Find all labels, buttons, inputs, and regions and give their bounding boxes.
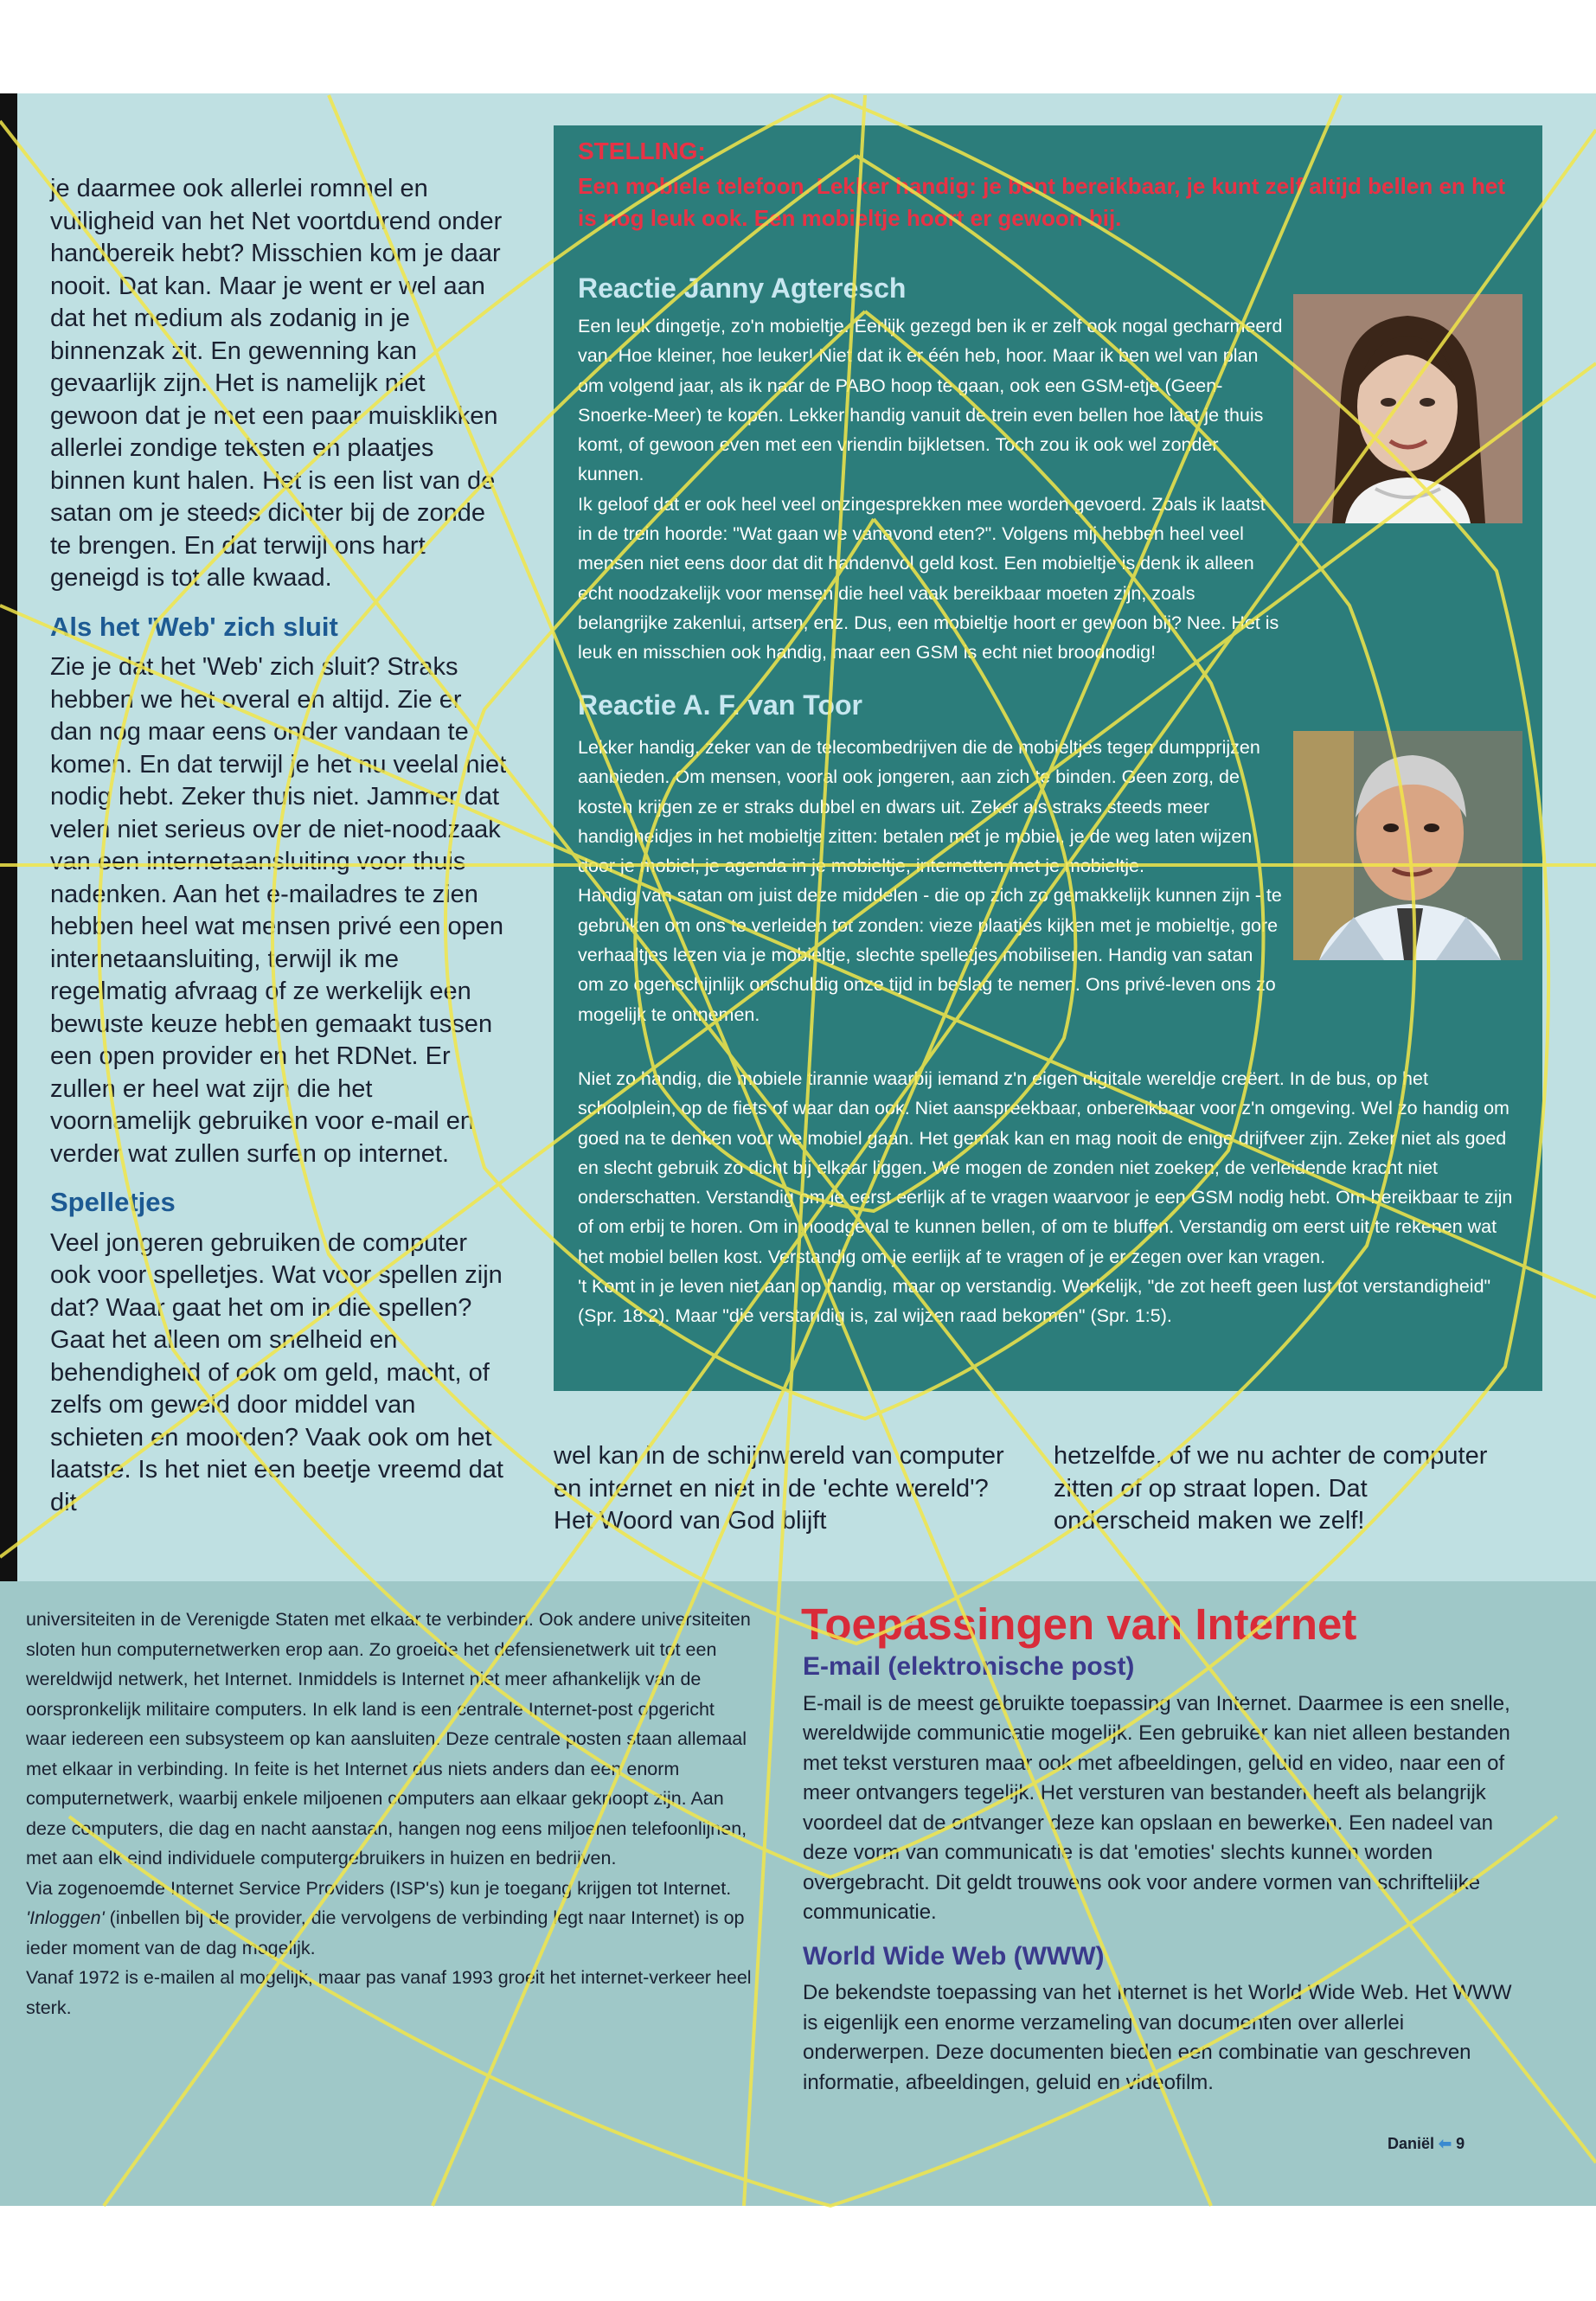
middle-column-b bbox=[1054, 1440, 1503, 1538]
games-text: Veel jongeren gebruiken de computer ook voor spelletjes. Wat voor spellen zijn dat? Waar gaat het om in die spellen? Gaat het alleen om snelheid en behendigheid of ook om geld, macht, of zelfs om geweld door middel van schieten en moorden? Vaak ook om het laatste. Is het niet een beetje vreemd dat dit bbox=[50, 1228, 503, 1516]
middle-text-b: hetzelfde, of we nu achter de computer zitten of op straat lopen. Dat onderscheid maken we zelf! bbox=[1054, 1442, 1488, 1535]
reactie2-heading: Reactie A. F. van Toor bbox=[578, 689, 862, 721]
web-text: Zie je dat het 'Web' zich sluit? Straks hebben we het overal en altijd. Zie er dan nog maar eens onder vandaan te komen. En dat terwijl je het nu veelal niet nodig hebt. Zeker thuis niet. Jammer dat velen niet serieus over de niet-noodzaak van een internetaansluiting voor thuis nadenken. Aan het e-mailadres te zien hebben heel wat mensen privé een open internetaansluiting, terwijl ik me regelmatig afvraag of ze werkelijk een bewuste keuze hebben gemaakt tussen een open provider en het RDNet. Er zullen er heel wat zijn die het voornamelijk gebruiken voor e-mail en verder wat zullen surfen op internet. bbox=[50, 653, 507, 1168]
portrait-photo-janny bbox=[1293, 294, 1522, 523]
footer-label: Daniël bbox=[1388, 2135, 1435, 2152]
games-heading: Spelletjes bbox=[50, 1187, 176, 1217]
isp-text-a: Via zogenoemde Internet Service Providers (ISP's) kun je toegang krijgen tot Internet. bbox=[26, 1877, 732, 1899]
left-intro-text: je daarmee ook allerlei rommel en vuiligheid van het Net voortdurend onder handbereik hebt? Misschien kom je daar nooit. Dat kan. Maar je went er wel aan dat het medium als zodanig in je binnenzak zit. En gewenning kan gevaarlijk zijn. Het is namelijk niet gewoon dat je met een paar muisklikken allerlei zondige teksten en plaatjes binnen kunt halen. Het is een list van de satan om je steeds dichter bij de zonde te brengen. En dat terwijl ons hart geneigd is tot alle kwaad. bbox=[50, 175, 503, 592]
page-footer bbox=[1388, 2135, 1465, 2153]
internet-history-text: universiteiten in de Verenigde Staten met elkaar te verbinden. Ook andere universiteiten sloten hun computernetwerken erop aan. Zo groeide het defensienetwerk uit tot een wereldwijd netwerk, het Internet. Inmiddels is Internet niet meer afhankelijk van de oorspronkelijk militaire computers. In elk land is een centrale Internet-post opgericht waar iedereen een subsysteem op kan aansluiten. Deze centrale posten staan allemaal met elkaar in verbinding. In feite is het Internet dus niets anders dan een enorm computernetwerk, waarbij enkele miljoenen computers aan elkaar geknoopt zijn. Aan deze computers, die dag en nacht aanstaan, hangen nog eens miljoenen telefoonlijnen, met aan elk eind individuele computergebruikers in huizen en bedrijven. bbox=[26, 1609, 751, 1868]
isp-text bbox=[26, 1874, 757, 1964]
left-column bbox=[50, 173, 507, 1519]
stelling-label: STELLING: bbox=[578, 138, 706, 164]
bottom-left-column bbox=[26, 1605, 757, 2022]
reactie2-text bbox=[578, 733, 1283, 1029]
reactie2-text-wide bbox=[578, 1064, 1521, 1331]
reactie2-paragraph-3: Niet zo handig, die mobiele tirannie waarbij iemand z'n eigen digitale wereldje creëert. In de bus, op het schoolplein, op de fiets of waar dan ook. Niet aanspreekbaar, onbereikbaar voor z'n omgeving. Wel zo handig om goed na te denken voor we mobiel gaan. Het gemak kan en mag nooit de enige drijfveer zijn. Zeker niet als goed en slecht gebruik zo dicht bij elkaar liggen. We mogen de zonden niet zoeken; de verleidende kracht niet onderschatten. Verstandig om je eerst eerlijk af te vragen waarvoor je een GSM nodig hebt. Om bereikbaar te zijn of om erbij te horen. Om in noodgeval te kunnen bellen, of om te bluffen. Verstandig om eerst uit te rekenen wat het mobiel bellen kost. Verstandig om je eerlijk af te vragen of je er zegen over kan vragen. bbox=[578, 1068, 1513, 1267]
bottom-right-column bbox=[803, 1652, 1525, 2098]
reactie1-heading: Reactie Janny Agteresch bbox=[578, 272, 907, 304]
middle-text-a: wel kan in de schijnwereld van computer en internet en niet in de 'echte wereld'? Het Woord van God blijft bbox=[554, 1442, 1004, 1535]
www-heading: World Wide Web (WWW) bbox=[803, 1941, 1105, 1971]
reactie2-paragraph-4: 't Komt in je leven niet aan op handig, maar op verstandig. Werkelijk, "de zot heeft geen lust tot verstandigheid" (Spr. 18:2). Maar "die verstandig is, zal wijzen raad bekomen" (Spr. 1:5). bbox=[578, 1276, 1491, 1327]
reactie1-text bbox=[578, 311, 1283, 668]
section-title: Toepassingen van Internet bbox=[801, 1599, 1357, 1649]
reactie2-paragraph-2: Handig van satan om juist deze middelen - die op zich zo gemakkelijk kunnen zijn - te gebruiken om ons te verleiden tot zonden: vieze plaatjes kijken met je mobieltje, gore verhaaltjes lezen via je mobieltje, slechte spelletjes mobiliseren. Handig van satan om zo ogenschijnlijk onschuldig onze tijd in beslag te nemen. Ons privé-leven ons zo mogelijk te ontnemen. bbox=[578, 885, 1282, 1025]
arrow-left-icon: ⬅ bbox=[1439, 2135, 1452, 2152]
email-text: E-mail is de meest gebruikte toepassing van Internet. Daarmee is een snelle, wereldwijde communicatie mogelijk. Een gebruiker kan niet alleen bestanden met tekst versturen maar ook met afbeeldingen, geluid en video, naar een of meer ontvangers tegelijk. Het versturen van bestanden heeft als belangrijk voordeel dat de ontvanger deze kan opslaan en bewerken. Een nadeel van deze vorm van communicatie is dat 'emoties' slechts kunnen worden overgebracht. Dit geldt trouwens ook voor andere vormen van schriftelijke communicatie. bbox=[803, 1691, 1510, 1924]
www-text: De bekendste toepassing van het Internet is het World Wide Web. Het WWW is eigenlijk een enorme verzameling van documenten over allerlei onderwerpen. Deze documenten bieden een combinatie van geschreven informatie, afbeeldingen, geluid en videofilm. bbox=[803, 1981, 1512, 2094]
reactie2-paragraph: Lekker handig, zeker van de telecombedrijven die de mobieltjes tegen dumpprijzen aanbieden. Om mensen, vooral ook jongeren, aan zich te binden. Geen zorg, de kosten krijgen ze er straks dubbel en dwars uit. Zeker als straks steeds meer handigheidjes in het mobieltje zitten: betalen met je mobiel, je de weg laten wijzen door je mobiel, je agenda in je mobieltje, internetten met je mobieltje. bbox=[578, 737, 1260, 877]
portrait-photo-van-toor bbox=[1293, 731, 1522, 960]
stelling-box bbox=[554, 125, 1542, 1391]
page-number: 9 bbox=[1456, 2135, 1465, 2152]
email-heading: E-mail (elektronische post) bbox=[803, 1652, 1135, 1681]
reactie1-paragraph-2: Ik geloof dat er ook heel veel onzingesprekken mee worden gevoerd. Zoals ik laatst in de trein hoorde: "Wat gaan we vanavond eten?". Volgens mij hebben heel veel mensen niet eens door dat dit handenvol geld kost. Een mobieltje is denk ik alleen echt noodzakelijk voor mensen die heel vaak bereikbaar moeten zijn, zoals belangrijke zakenlui, artsen, enz. Dus, een mobieltje hoort er gewoon bij? Nee. Het is leuk en misschien ook handig, maar een GSM is echt niet broodnodig! bbox=[578, 493, 1279, 663]
middle-column-a bbox=[554, 1440, 1021, 1538]
stelling-text: Een mobiele telefoon. Lekker handig: je bent bereikbaar, je kunt zelf altijd bellen en het is nog leuk ook. Een mobieltje hoort er gewoon bij. bbox=[578, 173, 1506, 231]
isp-text-em: 'Inloggen' bbox=[26, 1907, 105, 1928]
reactie1-paragraph: Een leuk dingetje, zo'n mobieltje. Eerlijk gezegd ben ik er zelf ook nogal gecharmeerd van. Hoe kleiner, hoe leuker! Niet dat ik er één heb, hoor. Maar ik ben wel van plan om volgend jaar, als ik naar de PABO hoop te gaan, ook een GSM-etje (Geen-Snoerke-Meer) te kopen. Lekker handig vanuit de trein even bellen hoe laat je thuis komt, of gewoon even met een vriendin bijkletsen. Toch zou ik ook wel zonder kunnen. bbox=[578, 316, 1283, 485]
isp-text-b: (inbellen bij de provider, die vervolgens de verbinding legt naar Internet) is op ieder moment van de dag mogelijk. bbox=[26, 1907, 745, 1958]
web-heading: Als het 'Web' zich sluit bbox=[50, 611, 338, 642]
email-history-text: Vanaf 1972 is e-mailen al mogelijk, maar pas vanaf 1993 groeit het internet-verkeer heel sterk. bbox=[26, 1967, 752, 2018]
